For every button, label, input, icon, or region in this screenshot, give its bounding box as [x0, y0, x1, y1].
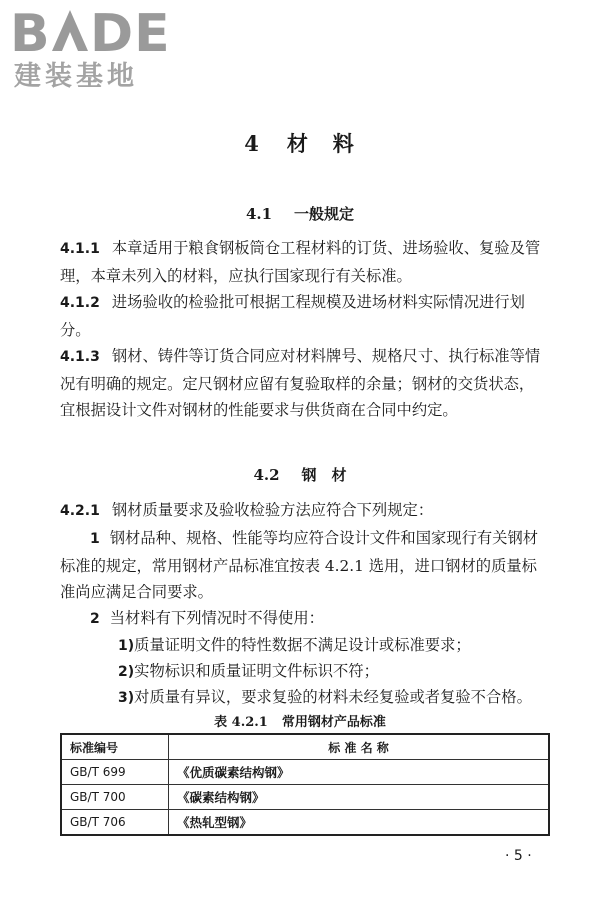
- clause-number: 4.2.1: [60, 503, 100, 519]
- section-title: 钢 材: [301, 466, 347, 484]
- table-caption-title: 常用钢材产品标准: [281, 715, 386, 730]
- subitem-text: 质量证明文件的特性数据不满足设计或标准要求；: [134, 636, 471, 654]
- brand-logo: [10, 4, 180, 96]
- clause-4-1-2: [60, 289, 548, 343]
- subitem-2: [118, 658, 558, 686]
- clause-text: 钢材、铸件等订货合同应对材料牌号、规格尺寸、执行标准等情况有明确的规定。定尺钢材应留有复验取样的余量；钢材的交货状态，宜根据设计文件对钢材的性能要求与供货商在合同中约定。: [60, 347, 541, 420]
- standard-name: 《碳素结构钢》: [169, 785, 550, 810]
- clause-4-1-1: [60, 235, 548, 289]
- clause-number: 4.1.3: [60, 349, 100, 365]
- page-number: · 5 ·: [505, 848, 532, 864]
- item-2: [60, 605, 548, 633]
- standard-code: GB/T 699: [61, 760, 169, 785]
- clause-number: 4.1.1: [60, 241, 100, 257]
- clause-text: 本章适用于粮食钢板筒仓工程材料的订货、进场验收、复验及管理，本章未列入的材料，应执行国家现行有关标准。: [60, 239, 541, 285]
- subitem-text: 实物标识和质量证明文件标识不符；: [134, 662, 379, 680]
- clause-text: 钢材质量要求及验收检验方法应符合下列规定：: [111, 501, 434, 519]
- column-header-code: 标准编号: [61, 734, 169, 760]
- standard-name: 《优质碳素结构钢》: [169, 760, 550, 785]
- subitem-text: 对质量有异议，要求复验的材料未经复验或者复验不合格。: [134, 688, 532, 706]
- subitem-number: 1): [118, 638, 135, 654]
- section-number: 4.1: [245, 205, 273, 223]
- item-number: 2: [90, 611, 100, 627]
- chapter-number: 4: [244, 131, 261, 156]
- column-header-name: 标 准 名 称: [169, 734, 550, 760]
- subitem-number: 3): [118, 690, 135, 706]
- clause-number: 4.1.2: [60, 295, 100, 311]
- section-title: 一般规定: [294, 205, 355, 223]
- subitem-1: [118, 632, 558, 660]
- subitem-number: 2): [118, 664, 135, 680]
- table-caption-number: 表 4.2.1: [214, 715, 268, 730]
- svg-text:DE: DE: [90, 4, 171, 60]
- svg-text:B: B: [10, 4, 51, 60]
- table-row: [61, 785, 549, 810]
- standard-code: GB/T 700: [61, 785, 169, 810]
- table-row: [61, 810, 549, 836]
- subitem-3: [118, 684, 558, 712]
- chapter-heading: [0, 128, 600, 158]
- item-1: [60, 525, 548, 606]
- item-number: 1: [90, 531, 100, 547]
- item-text: 钢材品种、规格、性能等均应符合设计文件和国家现行有关钢材标准的规定，常用钢材产品标准宜按表 4.2.1 选用，进口钢材的质量标准尚应满足合同要求。: [60, 529, 539, 602]
- clause-4-2-1: [60, 497, 548, 525]
- clause-4-1-3: [60, 343, 548, 424]
- section-heading-4-2: [0, 464, 600, 485]
- table-header-row: [61, 734, 549, 760]
- item-text: 当材料有下列情况时不得使用：: [109, 609, 324, 627]
- table-caption: [0, 711, 600, 730]
- clause-text: 进场验收的检验批可根据工程规模及进场材料实际情况进行划分。: [60, 293, 525, 339]
- logo-subtitle: 建装基地: [14, 61, 138, 92]
- table-row: [61, 760, 549, 785]
- chapter-title: 材 料: [286, 131, 356, 156]
- section-heading-4-1: [0, 203, 600, 224]
- section-number: 4.2: [253, 466, 280, 484]
- standard-name: 《热轧型钢》: [169, 810, 550, 836]
- standards-table: [60, 733, 550, 836]
- standard-code: GB/T 706: [61, 810, 169, 836]
